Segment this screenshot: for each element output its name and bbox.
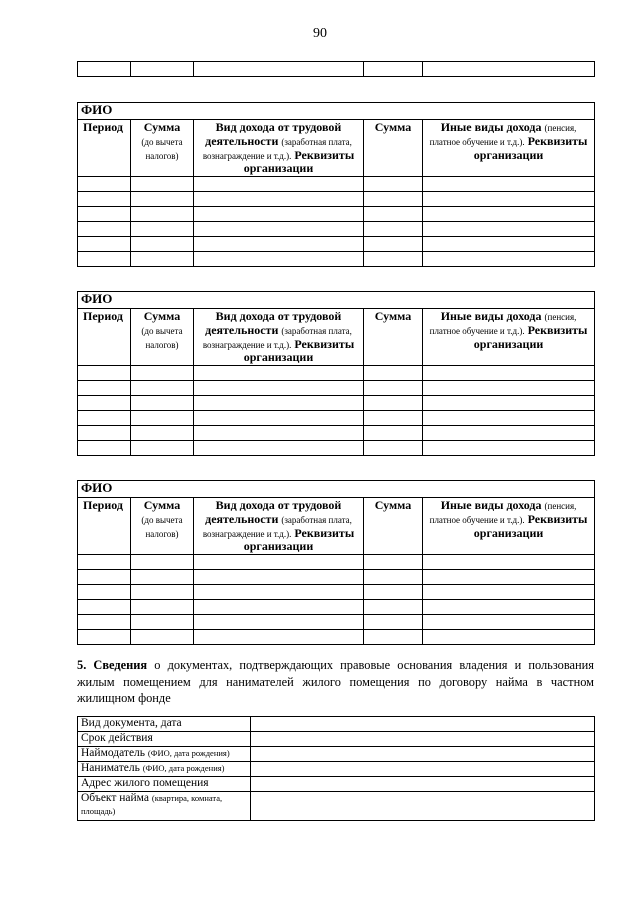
table-cell[interactable] bbox=[423, 615, 595, 630]
table-row bbox=[78, 207, 595, 222]
table-cell[interactable] bbox=[131, 222, 194, 237]
table-cell[interactable] bbox=[131, 585, 194, 600]
table-row bbox=[78, 585, 595, 600]
column-sum: Сумма bbox=[364, 120, 423, 177]
table-row bbox=[78, 411, 595, 426]
table-row bbox=[78, 237, 595, 252]
table-cell[interactable] bbox=[78, 555, 131, 570]
table-row bbox=[78, 630, 595, 645]
table-cell[interactable] bbox=[194, 381, 364, 396]
table-row bbox=[78, 426, 595, 441]
table-cell[interactable] bbox=[194, 222, 364, 237]
table-cell[interactable] bbox=[364, 192, 423, 207]
table-cell[interactable] bbox=[131, 411, 194, 426]
table-cell[interactable] bbox=[78, 615, 131, 630]
column-sum-before-tax bbox=[131, 309, 194, 366]
column-period: Период bbox=[78, 498, 131, 555]
section-5-heading bbox=[77, 657, 594, 707]
table-row bbox=[78, 222, 595, 237]
table-cell[interactable] bbox=[131, 252, 194, 267]
table-cell[interactable] bbox=[194, 366, 364, 381]
income-table-1 bbox=[77, 102, 595, 267]
table-cell[interactable] bbox=[423, 366, 595, 381]
table-cell[interactable] bbox=[78, 207, 131, 222]
table-cell[interactable] bbox=[423, 237, 595, 252]
table-cell[interactable] bbox=[78, 630, 131, 645]
housing-documents-table bbox=[77, 716, 595, 821]
income-table-3 bbox=[77, 480, 595, 645]
table-row bbox=[78, 615, 595, 630]
table-cell[interactable] bbox=[364, 366, 423, 381]
table-cell[interactable] bbox=[423, 192, 595, 207]
table-cell[interactable] bbox=[131, 426, 194, 441]
table-cell[interactable] bbox=[364, 381, 423, 396]
sum-label: Сумма bbox=[143, 309, 181, 323]
table-cell[interactable] bbox=[423, 381, 595, 396]
sum-note: (до вычета налогов) bbox=[141, 514, 183, 539]
column-other-income bbox=[423, 498, 595, 555]
column-other-income bbox=[423, 120, 595, 177]
table-cell[interactable] bbox=[194, 555, 364, 570]
table-row bbox=[78, 732, 595, 747]
table-cell[interactable] bbox=[364, 630, 423, 645]
other-income-label: Иные виды дохода bbox=[440, 309, 542, 323]
table-cell[interactable] bbox=[78, 396, 131, 411]
table-cell[interactable] bbox=[364, 585, 423, 600]
sum-label: Сумма bbox=[143, 498, 181, 512]
table-cell[interactable] bbox=[131, 207, 194, 222]
table-row bbox=[78, 177, 595, 192]
other-income-note: (пенсия, платное обучение и т.д.). bbox=[429, 312, 577, 336]
column-income-type bbox=[194, 120, 364, 177]
landlord-label: Наймодатель bbox=[81, 747, 146, 759]
table-cell[interactable] bbox=[423, 426, 595, 441]
column-sum-before-tax bbox=[131, 120, 194, 177]
table-cell[interactable] bbox=[194, 615, 364, 630]
table-cell[interactable] bbox=[78, 366, 131, 381]
income-type-label: Вид дохода от трудовой деятельности bbox=[205, 309, 342, 337]
table-row bbox=[78, 381, 595, 396]
table-row bbox=[78, 747, 595, 762]
column-sum-before-tax bbox=[131, 498, 194, 555]
field-tenant[interactable] bbox=[251, 762, 595, 777]
column-sum: Сумма bbox=[364, 309, 423, 366]
table-cell[interactable] bbox=[423, 570, 595, 585]
section-5-text: о документах, подтверждающих правовые основания владения и пользования жилым помещением для нанимателей жилого помещения по договору найма в частном жилищном фонде bbox=[77, 658, 594, 705]
label-rental-object bbox=[78, 792, 251, 821]
table-cell[interactable] bbox=[364, 600, 423, 615]
table-cell[interactable] bbox=[131, 366, 194, 381]
table-cell[interactable] bbox=[131, 630, 194, 645]
field-address[interactable] bbox=[251, 777, 595, 792]
table-cell[interactable] bbox=[423, 207, 595, 222]
table-cell[interactable] bbox=[131, 570, 194, 585]
table-cell[interactable] bbox=[194, 252, 364, 267]
table-cell[interactable] bbox=[131, 192, 194, 207]
landlord-note: (ФИО, дата рождения) bbox=[147, 748, 230, 758]
other-income-label: Иные виды дохода bbox=[440, 498, 542, 512]
field-rental-object[interactable] bbox=[251, 792, 595, 821]
table-row bbox=[78, 366, 595, 381]
table-cell[interactable] bbox=[78, 585, 131, 600]
table-cell[interactable] bbox=[78, 62, 131, 77]
table-cell[interactable] bbox=[364, 177, 423, 192]
table-row bbox=[78, 570, 595, 585]
previous-table-continuation bbox=[77, 61, 595, 77]
other-org-details-label: Реквизиты организации bbox=[473, 133, 588, 162]
table-cell[interactable] bbox=[423, 585, 595, 600]
org-details-label: Реквизиты организации bbox=[243, 336, 355, 365]
table-cell[interactable] bbox=[194, 177, 364, 192]
rental-object-note: (квартира, комната, площадь) bbox=[81, 793, 223, 817]
other-income-label: Иные виды дохода bbox=[440, 120, 542, 134]
table-cell[interactable] bbox=[423, 630, 595, 645]
table-cell[interactable] bbox=[364, 570, 423, 585]
label-validity-period: Срок действия bbox=[78, 732, 251, 747]
table-cell[interactable] bbox=[78, 411, 131, 426]
fio-header[interactable]: ФИО bbox=[78, 103, 595, 120]
table-cell[interactable] bbox=[364, 396, 423, 411]
tenant-label: Наниматель bbox=[81, 762, 140, 774]
column-income-type bbox=[194, 309, 364, 366]
table-cell[interactable] bbox=[364, 252, 423, 267]
table-row bbox=[78, 762, 595, 777]
table-cell[interactable] bbox=[423, 411, 595, 426]
table-cell[interactable] bbox=[423, 600, 595, 615]
table-cell[interactable] bbox=[194, 585, 364, 600]
table-row bbox=[78, 555, 595, 570]
other-income-note: (пенсия, платное обучение и т.д.). bbox=[429, 501, 577, 525]
table-cell[interactable] bbox=[423, 555, 595, 570]
table-cell[interactable] bbox=[194, 62, 364, 77]
table-cell[interactable] bbox=[78, 441, 131, 456]
table-cell[interactable] bbox=[364, 426, 423, 441]
income-type-note: (заработная плата, вознаграждение и т.д.). bbox=[202, 325, 352, 350]
table-cell[interactable] bbox=[423, 396, 595, 411]
table-cell[interactable] bbox=[364, 615, 423, 630]
sum-label: Сумма bbox=[143, 120, 181, 134]
page-number: 90 bbox=[313, 26, 327, 41]
table-cell[interactable] bbox=[131, 62, 194, 77]
table-cell[interactable] bbox=[423, 177, 595, 192]
org-details-label: Реквизиты организации bbox=[243, 147, 355, 176]
table-cell[interactable] bbox=[364, 555, 423, 570]
column-period: Период bbox=[78, 309, 131, 366]
income-type-note: (заработная плата, вознаграждение и т.д.). bbox=[202, 136, 352, 161]
tenant-note: (ФИО, дата рождения) bbox=[142, 763, 225, 773]
table-row bbox=[78, 717, 595, 732]
table-cell[interactable] bbox=[364, 411, 423, 426]
table-row bbox=[78, 792, 595, 821]
table-cell[interactable] bbox=[423, 441, 595, 456]
table-row bbox=[78, 252, 595, 267]
table-cell[interactable] bbox=[194, 411, 364, 426]
table-cell[interactable] bbox=[131, 396, 194, 411]
table-cell[interactable] bbox=[78, 192, 131, 207]
other-org-details-label: Реквизиты организации bbox=[473, 511, 588, 540]
column-sum: Сумма bbox=[364, 498, 423, 555]
table-cell[interactable] bbox=[78, 381, 131, 396]
table-cell[interactable] bbox=[131, 441, 194, 456]
table-row bbox=[78, 777, 595, 792]
table-cell[interactable] bbox=[194, 207, 364, 222]
fio-header[interactable]: ФИО bbox=[78, 292, 595, 309]
table-cell[interactable] bbox=[78, 570, 131, 585]
table-cell[interactable] bbox=[423, 62, 595, 77]
table-cell[interactable] bbox=[194, 441, 364, 456]
column-headers bbox=[78, 309, 595, 366]
column-period: Период bbox=[78, 120, 131, 177]
sum-note: (до вычета налогов) bbox=[141, 136, 183, 161]
field-document-type-date[interactable] bbox=[251, 717, 595, 732]
table-cell[interactable] bbox=[131, 237, 194, 252]
rental-object-label: Объект найма bbox=[81, 792, 149, 804]
income-type-label: Вид дохода от трудовой деятельности bbox=[205, 498, 342, 526]
table-cell[interactable] bbox=[423, 252, 595, 267]
label-address: Адрес жилого помещения bbox=[78, 777, 251, 792]
table-cell[interactable] bbox=[364, 207, 423, 222]
table-cell[interactable] bbox=[78, 600, 131, 615]
table-row bbox=[78, 396, 595, 411]
table-cell[interactable] bbox=[78, 252, 131, 267]
income-table-2 bbox=[77, 291, 595, 456]
table-cell[interactable] bbox=[131, 381, 194, 396]
table-cell[interactable] bbox=[131, 177, 194, 192]
table-cell[interactable] bbox=[194, 396, 364, 411]
table-cell[interactable] bbox=[131, 555, 194, 570]
table-cell[interactable] bbox=[364, 441, 423, 456]
table-cell[interactable] bbox=[423, 222, 595, 237]
table-cell[interactable] bbox=[78, 426, 131, 441]
table-cell[interactable] bbox=[131, 600, 194, 615]
table-cell[interactable] bbox=[78, 177, 131, 192]
table-cell[interactable] bbox=[194, 192, 364, 207]
table-row bbox=[78, 62, 595, 77]
table-row bbox=[78, 600, 595, 615]
section-5-number: 5. Сведения bbox=[77, 658, 148, 672]
income-type-label: Вид дохода от трудовой деятельности bbox=[205, 120, 342, 148]
label-document-type-date: Вид документа, дата bbox=[78, 717, 251, 732]
other-org-details-label: Реквизиты организации bbox=[473, 322, 588, 351]
table-cell[interactable] bbox=[78, 237, 131, 252]
table-cell[interactable] bbox=[194, 426, 364, 441]
other-income-note: (пенсия, платное обучение и т.д.). bbox=[429, 123, 577, 147]
table-row bbox=[78, 192, 595, 207]
table-cell[interactable] bbox=[194, 600, 364, 615]
column-income-type bbox=[194, 498, 364, 555]
label-landlord bbox=[78, 747, 251, 762]
table-cell[interactable] bbox=[194, 237, 364, 252]
table-cell[interactable] bbox=[364, 237, 423, 252]
column-other-income bbox=[423, 309, 595, 366]
label-tenant bbox=[78, 762, 251, 777]
table-cell[interactable] bbox=[364, 222, 423, 237]
table-cell[interactable] bbox=[78, 222, 131, 237]
field-landlord[interactable] bbox=[251, 747, 595, 762]
table-cell[interactable] bbox=[194, 630, 364, 645]
column-headers bbox=[78, 498, 595, 555]
income-type-note: (заработная плата, вознаграждение и т.д.). bbox=[202, 514, 352, 539]
fio-header[interactable]: ФИО bbox=[78, 481, 595, 498]
column-headers bbox=[78, 120, 595, 177]
field-validity-period[interactable] bbox=[251, 732, 595, 747]
org-details-label: Реквизиты организации bbox=[243, 525, 355, 554]
table-cell[interactable] bbox=[194, 570, 364, 585]
table-cell[interactable] bbox=[131, 615, 194, 630]
table-row bbox=[78, 441, 595, 456]
sum-note: (до вычета налогов) bbox=[141, 325, 183, 350]
table-cell[interactable] bbox=[364, 62, 423, 77]
